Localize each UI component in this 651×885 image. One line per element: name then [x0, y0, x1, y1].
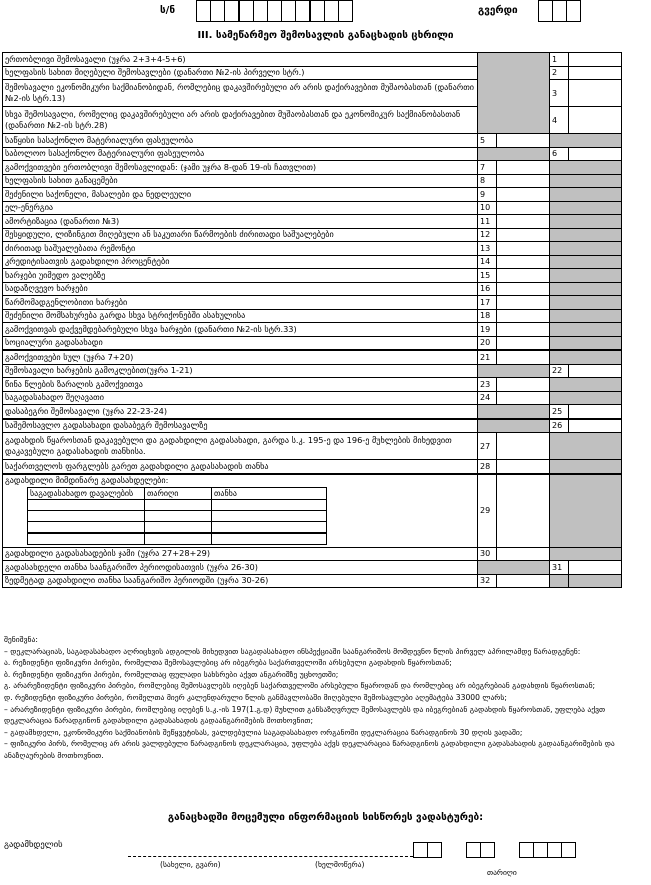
- row-label-text: ხარჯები უიმედო ვალებზე: [5, 269, 106, 280]
- table-row: [3, 201, 622, 215]
- shaded-cell: [550, 433, 622, 460]
- row-label: [3, 161, 478, 175]
- row-number: 23: [478, 378, 497, 392]
- row-number: 9: [478, 188, 497, 202]
- table-row: [3, 296, 622, 310]
- row-label: [3, 201, 478, 215]
- row-number: 24: [478, 391, 497, 405]
- row-label: [3, 188, 478, 202]
- value-input[interactable]: [497, 174, 550, 188]
- row-label-text: გადახდილი მიმდინარე გადასახდელები:: [5, 475, 169, 485]
- digit-box[interactable]: [325, 1, 339, 21]
- table-row: [3, 174, 622, 188]
- note-line: – გადამხდელი, ეკონომიკური საქმიანობის შეწყვეტისას, ვალდებულია საგადასახადო ორგანოში დეკლარაცია წარადგინოს 30 დღის ვადაში;: [4, 727, 523, 737]
- row-label-text: საგადასახადო შეღავათი: [5, 392, 104, 403]
- subtable-cell[interactable]: [212, 533, 327, 545]
- row-label-text: შეძენილი საქონელი, მასალები და ნედლეული: [5, 188, 192, 199]
- digit-box[interactable]: [282, 1, 296, 21]
- income-declaration-table: [2, 52, 622, 588]
- value-input[interactable]: [569, 80, 622, 107]
- row-label-text: ხელფასის სახით მიღებული შემოსავლები (დანართი №2-ის პირველი სტრ.): [5, 67, 305, 78]
- value-input[interactable]: [497, 242, 550, 256]
- value-input[interactable]: [569, 405, 622, 419]
- date-month-boxes[interactable]: [466, 842, 495, 858]
- table-row: [3, 242, 622, 256]
- row-label-text: საბოლოო სასაქონლო მატერიალური ფასეულობა: [5, 148, 205, 159]
- shaded-cell: [550, 215, 622, 229]
- row-label-text: ხელფასის სახით განაცემები: [5, 175, 118, 186]
- value-input[interactable]: [497, 188, 550, 202]
- value-input[interactable]: [569, 53, 622, 67]
- row-label: [3, 350, 478, 364]
- digit-box[interactable]: [296, 1, 311, 21]
- value-input[interactable]: [497, 269, 550, 283]
- row-label-text: გამოქვითვები ერთობლივი შემოსავლიდან: (ჯამი უჯრა 8-დან 19-ის ჩათვლით): [5, 161, 317, 172]
- signature-caption: (ხელმოწერა): [315, 860, 365, 869]
- digit-box[interactable]: [268, 1, 282, 21]
- table-row: [3, 255, 622, 269]
- shaded-cell: [550, 391, 622, 405]
- digit-box[interactable]: [211, 1, 225, 21]
- row-label-text: ძირითად საშუალებათა რემონტი: [5, 242, 136, 253]
- row-label: [3, 255, 478, 269]
- shaded-cell: [478, 419, 550, 433]
- notes-heading: შენიშვნა:: [4, 635, 38, 644]
- value-input[interactable]: [497, 201, 550, 215]
- row-label-text: შეძენილი მომსახურება გარდა სხვა სტრიქონებში ასახულისა: [5, 310, 246, 321]
- value-input[interactable]: [497, 350, 550, 364]
- value-input[interactable]: [497, 391, 550, 405]
- row-number: 5: [478, 134, 497, 148]
- row-label: [3, 107, 478, 134]
- shaded-cell: [550, 161, 622, 175]
- row-number: 7: [478, 161, 497, 175]
- row-number: 10: [478, 201, 497, 215]
- row-label-text: გადასახდელი თანხა საანგარიშო პერიოდისათვის (უჯრა 26-30): [5, 561, 258, 572]
- subtable-cell[interactable]: [145, 522, 212, 534]
- table-row: [3, 419, 622, 433]
- id-label: ს/ნ: [160, 5, 176, 16]
- table-row: [3, 323, 622, 337]
- note-line: გ. არარეზიდენტი ფიზიკური პირები, რომლებიც შემოსავლებს იღებენ საქართველოში არსებული წყაროდან და რომლებიც არ იბეგრებიან გადახდის წყაროსთან;: [4, 681, 596, 691]
- page-label: გვერდი: [478, 5, 518, 16]
- row-label-text: სოციალური გადასახადი: [5, 337, 103, 348]
- id-code-boxes[interactable]: [196, 0, 353, 22]
- row-number: 31: [550, 561, 569, 575]
- value-input[interactable]: [497, 161, 550, 175]
- row-label-text: გადახდის წყაროსთან დაკავებული და გადახდილი გადასახადი, გარდა ს.კ. 195-ე და 196-ე მუხლების მიხედვით დაკავებული გადასახადის თანხისა.: [5, 435, 452, 456]
- value-input[interactable]: [497, 547, 550, 561]
- row-label: [3, 215, 478, 229]
- row-number: 3: [550, 80, 569, 107]
- subtable-header: საგადასახადო დავალების: [28, 488, 145, 500]
- row-label: [3, 66, 478, 80]
- row-label: [3, 405, 478, 419]
- value-input[interactable]: [497, 228, 550, 242]
- row-number: 17: [478, 296, 497, 310]
- table-row: [3, 378, 622, 392]
- row-label-text: გადახდილი გადასახადების ჯამი (უჯრა 27+28+29): [5, 548, 211, 559]
- table-row: [3, 364, 622, 378]
- note-line: ბ. რეზიდენტი ფიზიკური პირები, რომელთაც ფულადი სახსრები აქვთ ანგარიშზე უცხოეთში;: [4, 669, 339, 679]
- value-input[interactable]: [569, 107, 622, 134]
- taxpayer-label: გადამხდელის: [4, 840, 63, 850]
- row-label-text: ზედმეტად გადახდილი თანხა საანგარიშო პერიოდში (უჯრა 30-26): [5, 575, 269, 586]
- digit-box[interactable]: [339, 1, 352, 21]
- digit-box[interactable]: [553, 1, 567, 21]
- subtable-cell[interactable]: [212, 511, 327, 522]
- digit-box[interactable]: [311, 1, 325, 21]
- table-row: [3, 53, 622, 67]
- subtable-cell[interactable]: [28, 533, 145, 545]
- table-row: [3, 134, 622, 148]
- value-input[interactable]: [497, 309, 550, 323]
- row-label: [3, 391, 478, 405]
- row-number: 30: [478, 547, 497, 561]
- payments-subtable: [27, 487, 327, 545]
- note-line: დ. რეზიდენტი ფიზიკური პირები, რომელთა მიერ კალენდარული წლის განმავლობაში მიღებული შემოსავლები აღემატება 33000 ლარს;: [4, 692, 507, 702]
- value-input[interactable]: [497, 460, 550, 474]
- shaded-cell: [550, 282, 622, 296]
- date-caption: თარიღი: [487, 868, 517, 877]
- subtable-cell[interactable]: [212, 500, 327, 511]
- shaded-cell: [478, 561, 550, 575]
- row-number: 4: [550, 107, 569, 134]
- shaded-cell: [550, 296, 622, 310]
- attestation-title: განაცხადში მოცემული ინფორმაციის სისწორეს ვადასტურებ:: [167, 812, 484, 823]
- row-number: 19: [478, 323, 497, 337]
- row-label: [3, 547, 478, 561]
- table-row: [3, 228, 622, 242]
- row-label: [3, 242, 478, 256]
- row-label-text: საწყისი სასაქონლო მატერიალური ფასეულობა: [5, 134, 194, 145]
- table-row: [3, 309, 622, 323]
- shaded-cell: [550, 336, 622, 350]
- row-number: 32: [478, 574, 497, 588]
- name-caption: (სახელი, გვარი): [160, 860, 221, 869]
- value-input[interactable]: [497, 134, 550, 148]
- table-row: [3, 460, 622, 474]
- table-row: [3, 188, 622, 202]
- value-input[interactable]: [497, 574, 550, 588]
- row-number: 27: [478, 433, 497, 460]
- signature-line[interactable]: [128, 856, 413, 857]
- table-row: [3, 391, 622, 405]
- row-label: [3, 309, 478, 323]
- row-number: 25: [550, 405, 569, 419]
- section-title: III. სამეწარმეო შემოსავლის განაცხადის ცხრილი: [197, 30, 454, 41]
- value-input[interactable]: [569, 364, 622, 378]
- row-label-text: დასაბეგრი შემოსავალი (უჯრა 22-23-24): [5, 405, 168, 416]
- digit-box[interactable]: [539, 1, 553, 21]
- subtable-cell[interactable]: [145, 511, 212, 522]
- value-input[interactable]: [497, 378, 550, 392]
- row-label-text: შემოსავალი ხარჯების გამოკლებით(უჯრა 1-21): [5, 365, 193, 376]
- row-label: [3, 147, 478, 161]
- row-number: 1: [550, 53, 569, 67]
- row-label: [3, 474, 478, 548]
- subtable-cell[interactable]: [145, 533, 212, 545]
- row-number: 18: [478, 309, 497, 323]
- value-input[interactable]: [497, 296, 550, 310]
- value-input[interactable]: [569, 147, 622, 161]
- shaded-cell: [550, 378, 622, 392]
- row-number: 21: [478, 350, 497, 364]
- row-label: [3, 53, 478, 67]
- row-label-text: საშემოსავლო გადასახადი დასაბეგრ შემოსავალზე: [5, 420, 208, 431]
- row-label-text: შესყიდული, ლიზინგით მიღებული ან საკუთარი წარმოების ძირითადი საშუალებები: [5, 229, 334, 240]
- row-number: 29: [478, 474, 497, 548]
- shaded-cell: [478, 364, 550, 378]
- table-row: [3, 474, 622, 548]
- row-label-text: გამოქვითვები სულ (უჯრა 7+20): [5, 351, 134, 362]
- row-number: 2: [550, 66, 569, 80]
- row-label: [3, 378, 478, 392]
- note-line: – დეკლარაციას, საგადასახადო აღრიცხვის ადგილის მიხედვით საგადასახადო ინსპექციაში საანგარიშოს მომდევნო წლის პირველ აპრილამდე წარადგენენ:: [4, 646, 581, 656]
- row-number: 16: [478, 282, 497, 296]
- table-row: [3, 574, 622, 588]
- shaded-cell: [569, 574, 622, 588]
- value-input[interactable]: [497, 474, 550, 548]
- shaded-cell: [550, 269, 622, 283]
- row-label: [3, 364, 478, 378]
- shaded-cell: [550, 201, 622, 215]
- note-line: – არარეზიდენტი ფიზიკური პირები, რომლებიც იღებენ ს.კ.-ის 197(1.გ.დ) მუხლით განსაზღვრულ შემოსავლებს და იბეგრებიან გადახდის წყაროსთან, უფლება აქვთ დეკლარაცია წარადგინონ გადახდილი გადასახადის გადაანგარიშების მოთხოვნით;: [4, 704, 606, 726]
- shaded-cell: [478, 147, 550, 161]
- row-label-text: სხვა შემოსავალი, რომელიც დაკავშირებული არ არის დაქირავებით მუშაობასთან და ეკონომიკურ საქმიანობასთან (დანართი №2-ის სტრ.28): [5, 109, 461, 130]
- row-label: [3, 460, 478, 474]
- row-label: [3, 574, 478, 588]
- table-row: [3, 336, 622, 350]
- table-row: [3, 350, 622, 364]
- row-label: [3, 323, 478, 337]
- table-row: [3, 405, 622, 419]
- row-label-text: ერთობლივი შემოსავალი (უჯრა 2+3+4-5+6): [5, 53, 186, 64]
- row-number: 15: [478, 269, 497, 283]
- shaded-cell: [550, 174, 622, 188]
- shaded-cell: [550, 134, 622, 148]
- row-label: [3, 134, 478, 148]
- table-row: [3, 269, 622, 283]
- value-input[interactable]: [569, 66, 622, 80]
- subtable-cell[interactable]: [212, 522, 327, 534]
- value-input[interactable]: [497, 433, 550, 460]
- note-line: ა. რეზიდენტი ფიზიკური პირები, რომელთა შემოსავლებიც არ იბეგრება საქართველოში არსებული გადახდის წყაროსთან;: [4, 658, 452, 668]
- value-input[interactable]: [497, 282, 550, 296]
- subtable-cell[interactable]: [28, 522, 145, 534]
- row-label: [3, 80, 478, 107]
- digit-box[interactable]: [254, 1, 268, 21]
- table-row: [3, 215, 622, 229]
- row-number: 28: [478, 460, 497, 474]
- row-number: 13: [478, 242, 497, 256]
- table-row: [3, 433, 622, 460]
- shaded-cell: [550, 255, 622, 269]
- row-label: [3, 269, 478, 283]
- shaded-cell: [550, 323, 622, 337]
- subtable-cell[interactable]: [28, 511, 145, 522]
- subtable-header: თარიღი: [145, 488, 212, 500]
- shaded-cell: [550, 188, 622, 202]
- value-input[interactable]: [497, 215, 550, 229]
- row-label: [3, 561, 478, 575]
- digit-box[interactable]: [225, 1, 240, 21]
- value-input[interactable]: [569, 419, 622, 433]
- table-row: [3, 147, 622, 161]
- row-number: 26: [550, 419, 569, 433]
- table-row: [3, 547, 622, 561]
- row-label-text: კრედიტისათვის გადახდილი პროცენტები: [5, 256, 170, 267]
- value-input[interactable]: [497, 323, 550, 337]
- row-number: 6: [550, 147, 569, 161]
- page-number-boxes[interactable]: [538, 0, 581, 22]
- subtable-cell[interactable]: [28, 500, 145, 511]
- shaded-cell: [478, 405, 550, 419]
- table-row: [3, 561, 622, 575]
- value-input[interactable]: [497, 336, 550, 350]
- row-label: [3, 174, 478, 188]
- shaded-cell: [478, 53, 550, 134]
- shaded-cell: [550, 228, 622, 242]
- shaded-cell: [550, 350, 622, 364]
- row-label: [3, 228, 478, 242]
- digit-box[interactable]: [240, 1, 254, 21]
- date-year-boxes[interactable]: [519, 842, 576, 858]
- row-number: 14: [478, 255, 497, 269]
- shaded-cell: [550, 574, 569, 588]
- row-label: [3, 336, 478, 350]
- notes-section: [4, 634, 644, 762]
- row-label-text: ელ-ენერგია: [5, 202, 54, 213]
- table-row: [3, 161, 622, 175]
- row-label-text: საქართველოს ფარგლებს გარეთ გადახდილი გადასახადის თანხა: [5, 460, 269, 471]
- row-number: 22: [550, 364, 569, 378]
- shaded-cell: [550, 309, 622, 323]
- row-label-text: გამოქვითვას დაქვემდებარებული სხვა ხარჯები (დანართი №2-ის სტრ.33): [5, 323, 297, 334]
- note-line: – ფიზიკური პირს, რომელიც არ არის ვალდებული წარადგინოს დეკლარაცია, უფლება აქვს დეკლარაცია წარადგინოს გადახდილი გადასახადის გადაანგარიშების და ანაზღაურების მოთხოვნით.: [4, 739, 615, 760]
- shaded-cell: [550, 547, 622, 561]
- digit-box[interactable]: [567, 1, 580, 21]
- row-number: 8: [478, 174, 497, 188]
- subtable-header: თანხა: [212, 488, 327, 500]
- row-number: 20: [478, 336, 497, 350]
- row-label: [3, 296, 478, 310]
- row-label: [3, 419, 478, 433]
- row-label-text: წარმომადგენლობითი ხარჯები: [5, 296, 128, 307]
- subtable-cell[interactable]: [145, 500, 212, 511]
- row-label: [3, 433, 478, 460]
- date-day-boxes[interactable]: [413, 842, 442, 858]
- row-label-text: ამორტიზაცია (დანართი №3): [5, 215, 120, 226]
- row-label: [3, 282, 478, 296]
- row-number: 12: [478, 228, 497, 242]
- digit-box[interactable]: [197, 1, 211, 21]
- row-label-text: წინა წლების ზარალის გამოქვითვა: [5, 378, 143, 389]
- value-input[interactable]: [497, 255, 550, 269]
- row-number: 11: [478, 215, 497, 229]
- table-row: [3, 282, 622, 296]
- shaded-cell: [550, 460, 622, 474]
- value-input[interactable]: [569, 561, 622, 575]
- row-label-text: შემოსავალი ეკონომიკური საქმიანობიდან, რომლებიც დაკავშირებული არ არის დაქირავებით მუშაობასთან (დანართი №2-ის სტრ.13): [5, 82, 475, 103]
- shaded-cell: [550, 474, 622, 548]
- shaded-cell: [550, 242, 622, 256]
- row-label-text: სადაზღვევო ხარჯები: [5, 283, 88, 294]
